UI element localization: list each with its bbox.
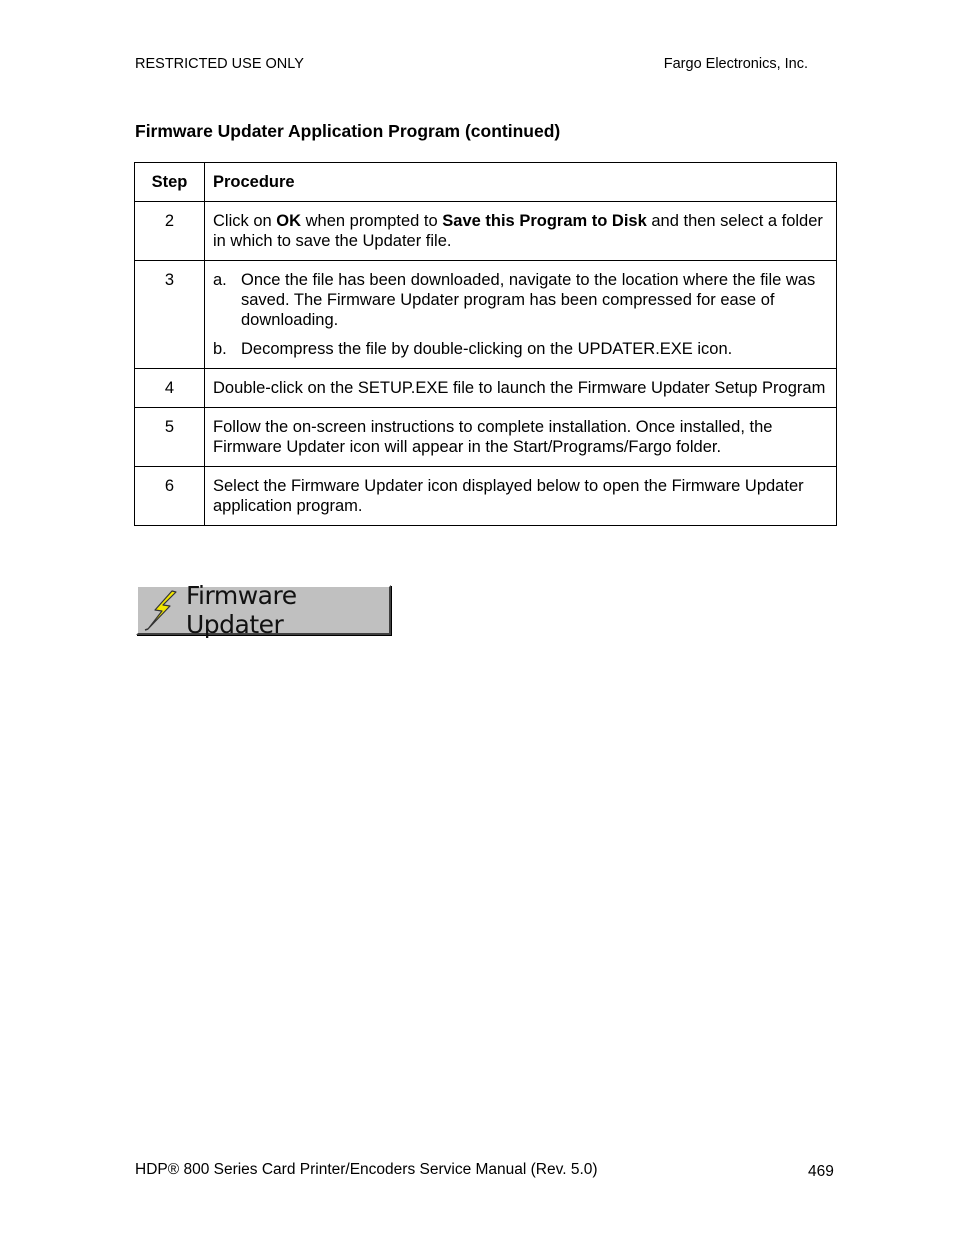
column-header-procedure: Procedure bbox=[205, 163, 837, 202]
bold-text-ok: OK bbox=[276, 212, 302, 230]
firmware-updater-button[interactable] bbox=[136, 581, 391, 639]
text-run: Click on bbox=[213, 212, 277, 230]
firmware-updater-label: Firmware Updater bbox=[186, 581, 297, 639]
procedure-text: Double-click on the SETUP.EXE file to launch the Firmware Updater Setup Program bbox=[205, 369, 837, 408]
step-number: 5 bbox=[135, 408, 205, 467]
lightning-bolt-icon bbox=[142, 589, 182, 631]
step-number: 6 bbox=[135, 467, 205, 526]
procedure-text: Select the Firmware Updater icon displayed below to open the Firmware Updater application program. bbox=[205, 467, 837, 526]
sub-step-text: Decompress the file by double-clicking on the UPDATER.EXE icon. bbox=[241, 340, 733, 358]
header-left: RESTRICTED USE ONLY bbox=[135, 56, 304, 72]
step-number: 2 bbox=[135, 202, 205, 261]
sub-step bbox=[213, 339, 828, 359]
table-row bbox=[135, 467, 837, 526]
column-header-step: Step bbox=[135, 163, 205, 202]
table-row bbox=[135, 408, 837, 467]
procedure-text: Follow the on-screen instructions to complete installation. Once installed, the Firmware Updater icon will appear in the Start/Programs/Fargo folder. bbox=[205, 408, 837, 467]
header-right: Fargo Electronics, Inc. bbox=[663, 56, 808, 72]
table-header-row bbox=[135, 163, 837, 202]
sub-step-marker: b. bbox=[213, 340, 227, 358]
step-number: 4 bbox=[135, 369, 205, 408]
sub-step-text: Once the file has been downloaded, navigate to the location where the file was saved. The Firmware Updater program has been compressed for ease of downloading. bbox=[241, 271, 816, 329]
table-row bbox=[135, 202, 837, 261]
text-run: and then select a folder in which to save the Updater file. bbox=[213, 212, 823, 250]
procedure-text bbox=[205, 202, 837, 261]
page-number: 469 bbox=[808, 1163, 834, 1180]
section-title: Firmware Updater Application Program (continued) bbox=[135, 121, 561, 141]
sub-step-marker: a. bbox=[213, 271, 227, 289]
table-row bbox=[135, 261, 837, 369]
bold-text-save-to-disk: Save this Program to Disk bbox=[442, 212, 647, 230]
footer-manual-title: HDP® 800 Series Card Printer/Encoders Service Manual (Rev. 5.0) bbox=[135, 1161, 598, 1178]
text-run: when prompted to bbox=[301, 212, 443, 230]
procedure-table bbox=[134, 162, 837, 526]
table-row bbox=[135, 369, 837, 408]
procedure-text bbox=[205, 261, 837, 369]
step-number: 3 bbox=[135, 261, 205, 369]
sub-step bbox=[213, 270, 828, 330]
